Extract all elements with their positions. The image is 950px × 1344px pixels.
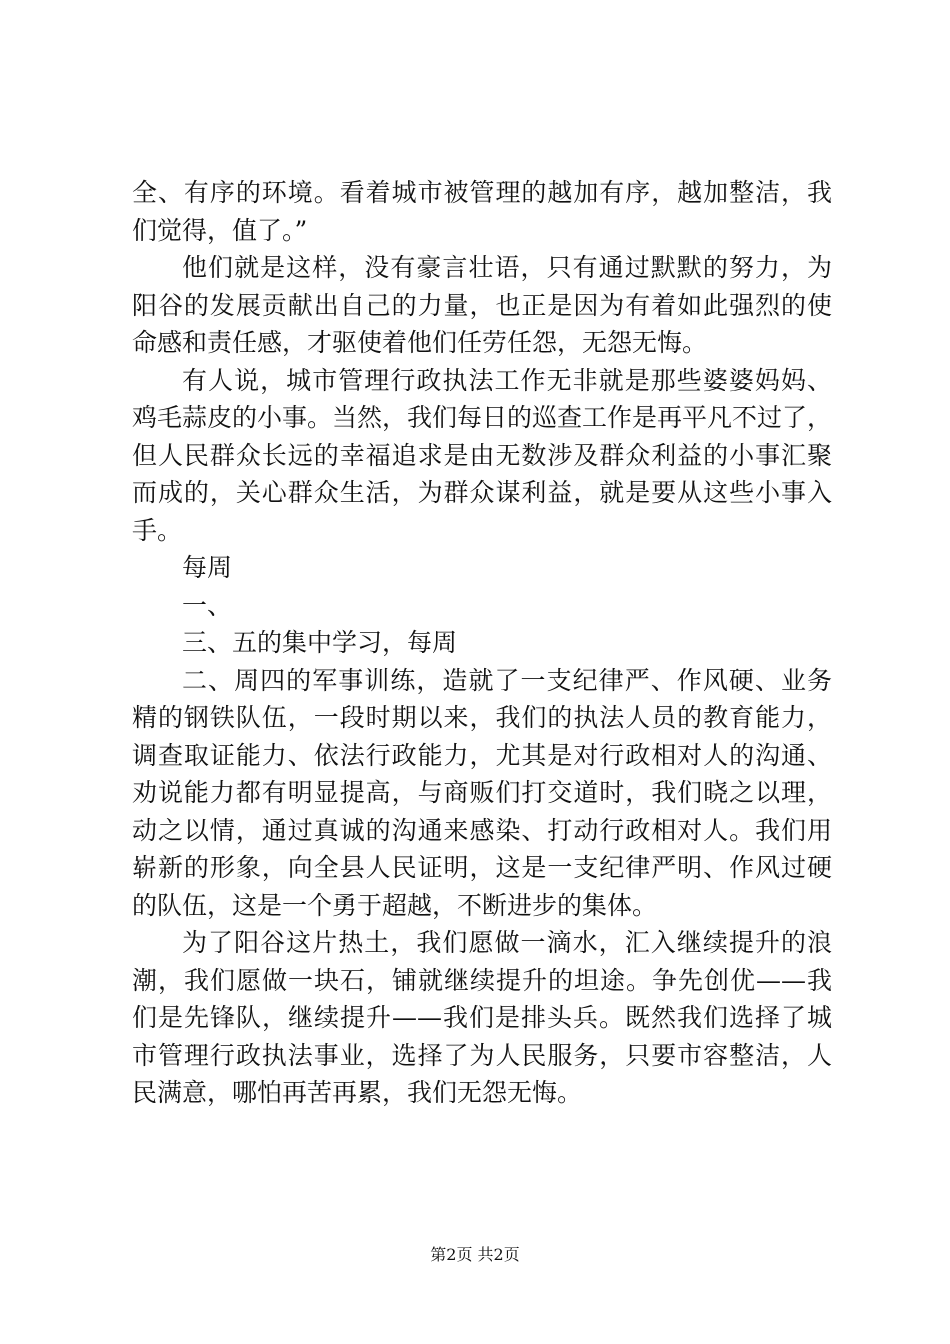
text-line: 动之以情，通过真诚的沟通来感染、打动行政相对人。我们用 (132, 815, 832, 845)
text-line: 民满意，哪怕再苦再累，我们无怨无悔。 (132, 1078, 583, 1107)
page-footer: 第2页 共2页 (430, 1245, 520, 1264)
text-line: 崭新的形象，向全县人民证明，这是一支纪律严明、作风过硬 (132, 853, 832, 882)
text-line: 们觉得，值了。” (132, 215, 308, 245)
body-text (132, 174, 832, 1112)
text-line: 潮，我们愿做一块石，铺就继续提升的坦途。争先创优——我 (132, 965, 832, 995)
text-line: 全、有序的环境。看着城市被管理的越加有序，越加整洁，我 (132, 178, 832, 207)
text-line: 调查取证能力、依法行政能力，尤其是对行政相对人的沟通、 (132, 740, 832, 770)
text-line: 而成的，关心群众生活，为群众谋利益，就是要从这些小事入 (132, 478, 832, 507)
text-line: 命感和责任感，才驱使着他们任劳任怨，无怨无悔。 (132, 328, 708, 357)
text-line: 手。 (132, 515, 183, 545)
text-line: 有人说，城市管理行政执法工作无非就是那些婆婆妈妈、 (182, 365, 832, 395)
text-line: 二、周四的军事训练，造就了一支纪律严、作风硬、业务 (182, 665, 832, 695)
text-line: 精的钢铁队伍，一段时期以来，我们的执法人员的教育能力， (132, 703, 832, 732)
text-line: 但人民群众长远的幸福追求是由无数涉及群众利益的小事汇聚 (132, 440, 832, 470)
text-line: 们是先锋队，继续提升——我们是排头兵。既然我们选择了城 (132, 1003, 832, 1032)
text-line: 一、 (182, 590, 233, 620)
text-line: 市管理行政执法事业，选择了为人民服务，只要市容整洁，人 (132, 1040, 832, 1070)
text-line: 阳谷的发展贡献出自己的力量，也正是因为有着如此强烈的使 (132, 290, 832, 320)
text-line: 劝说能力都有明显提高，与商贩们打交道时，我们晓之以理， (132, 778, 832, 807)
text-line: 每周 (182, 553, 233, 582)
text-line: 他们就是这样，没有豪言壮语，只有通过默默的努力，为 (182, 253, 832, 282)
text-line: 鸡毛蒜皮的小事。当然，我们每日的巡查工作是再平凡不过了， (132, 403, 833, 432)
text-line: 为了阳谷这片热土，我们愿做一滴水，汇入继续提升的浪 (182, 928, 832, 957)
text-line: 的队伍，这是一个勇于超越，不断进步的集体。 (132, 890, 658, 920)
text-line: 三、五的集中学习，每周 (182, 628, 458, 657)
